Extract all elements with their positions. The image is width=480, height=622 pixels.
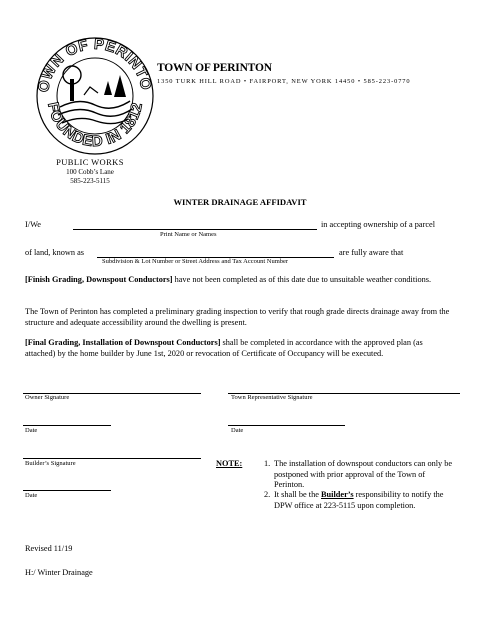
note-item-2-post: responsibility to notify the DPW office at 223-5115 upon completion. [274, 490, 444, 510]
file-path-text: H:/ Winter Drainage [25, 568, 93, 577]
page-title: WINTER DRAINAGE AFFIDAVIT [173, 197, 307, 207]
svg-text:FOUNDED IN 1812 [44, 101, 146, 150]
dept-block [50, 157, 130, 186]
revised-text: Revised 11/19 [25, 544, 73, 553]
land-known-label: of land, known as [25, 248, 84, 257]
dept-phone: 585-223-5115 [70, 177, 110, 185]
final-grading-bold: [Final Grading, Installation of Downspout Conductors] [25, 338, 221, 347]
dept-name: PUBLIC WORKS [56, 157, 124, 167]
town-name: TOWN OF PERINTON [157, 62, 272, 74]
owner-signature-label: Owner Signature [25, 394, 70, 401]
date-line-1[interactable] [23, 425, 111, 426]
date-label-2: Date [231, 427, 244, 434]
note-item-2-pre: It shall be the [274, 490, 322, 499]
print-name-caption: Print Name or Names [160, 231, 217, 238]
paragraph-inspection: The Town of Perinton has completed a preliminary grading inspection to verify that rough grade directs drainage away from the structure and adequate accessibility around the dwelling is present. [25, 307, 450, 327]
town-rep-signature-label: Town Representative Signature [231, 394, 313, 401]
final-grading-text: shall be completed in accordance with the approved plan (as attached) by the home builder by June 1st, 2020 or revocation of Certificate of Occupancy will be executed. [25, 338, 423, 358]
paragraph-final-grading [25, 338, 453, 359]
iwe-label: I/We [25, 220, 41, 229]
town-seal-icon [34, 35, 156, 157]
name-line[interactable] [73, 229, 317, 230]
note-item-2-bold: Builder’s [321, 490, 354, 499]
seal-ring-bottom: FOUNDED IN 1812 [44, 100, 146, 151]
svg-text:TOWN OF PERINTON [34, 35, 155, 94]
town-address: 1350 TURK HILL ROAD • FAIRPORT, NEW YORK 14450 • 585-223-0770 [157, 78, 411, 85]
paragraph-finish-grading [25, 275, 455, 286]
date-line-3[interactable] [23, 490, 111, 491]
dept-street: 100 Cobb’s Lane [66, 168, 114, 176]
builder-signature-label: Builder’s Signature [25, 460, 76, 467]
date-label-3: Date [25, 492, 38, 499]
accepting-text: in accepting ownership of a parcel [321, 220, 436, 229]
date-label-1: Date [25, 427, 38, 434]
note-item-1: The installation of downspout conductors can only be postponed with prior approval of the Town of Perinton. [274, 459, 453, 489]
finish-grading-bold: [Finish Grading, Downspout Conductors] [25, 275, 173, 284]
note-item-2 [274, 490, 460, 511]
note-label: NOTE: [216, 459, 243, 468]
seal-ring-top: OWN OF PERINTO [34, 35, 155, 94]
note-item-1-num: 1. [264, 459, 271, 468]
builder-signature-line[interactable] [23, 458, 201, 459]
address-caption: Subdivision & Lot Number or Street Address and Tax Account Number [102, 258, 289, 265]
aware-text: are fully aware that [339, 248, 404, 257]
note-item-2-num: 2. [264, 490, 271, 499]
finish-grading-text: have not been completed as of this date due to unsuitable weather conditions. [172, 275, 432, 284]
date-line-2[interactable] [228, 425, 345, 426]
